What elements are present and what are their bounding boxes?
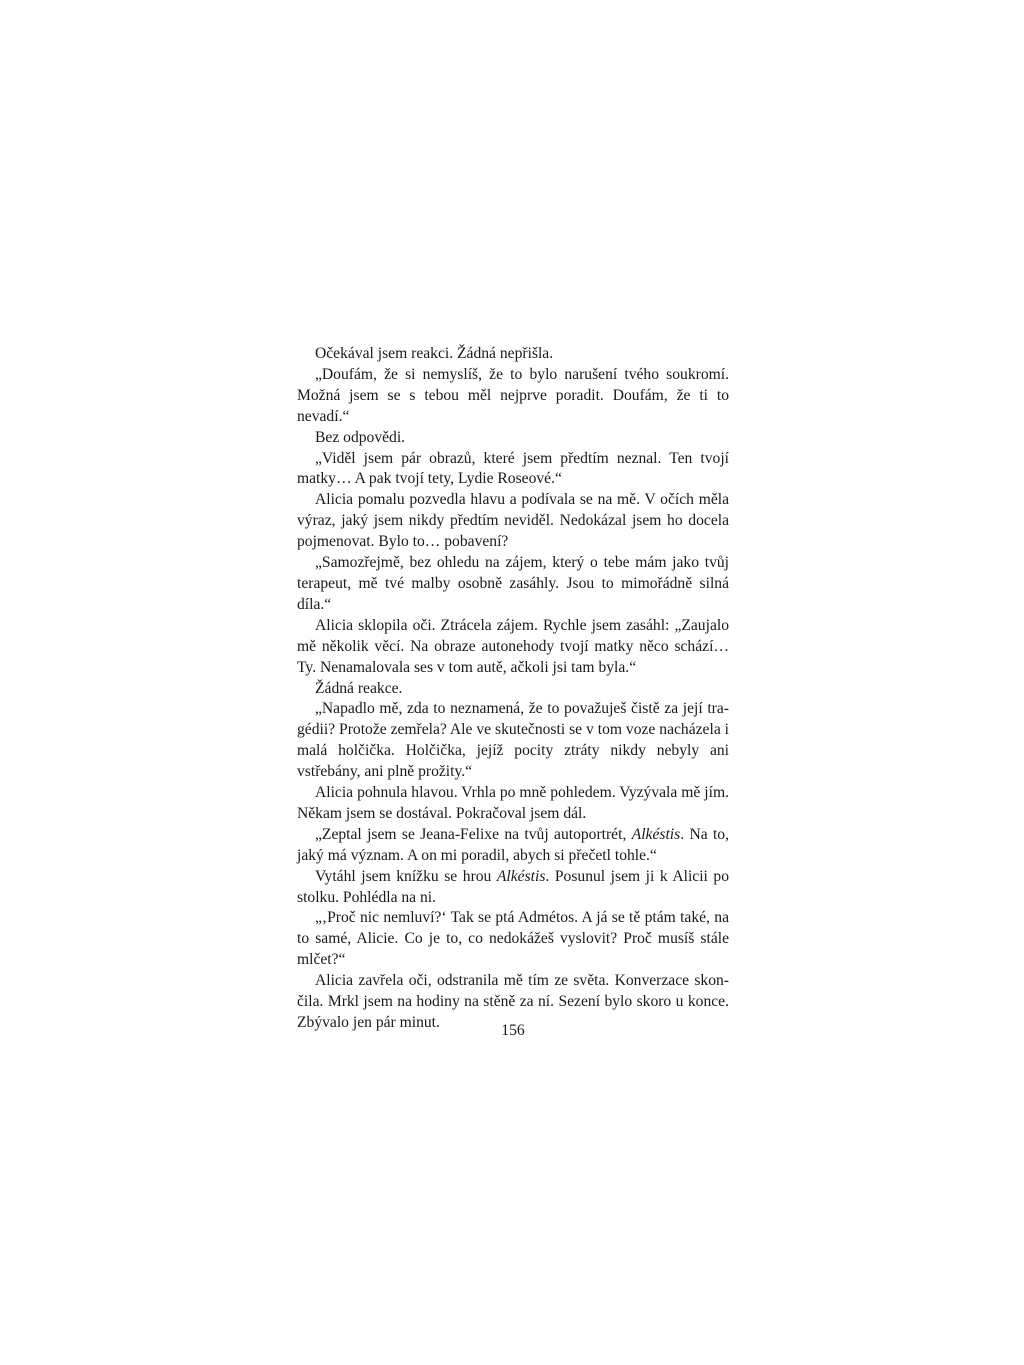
- paragraph: „Doufám, že si nemyslíš, že to bylo narušení tvého soukromí. Možná jsem se s tebou měl nejprve poradit. Doufám, že ti to nevadí.“: [297, 365, 729, 425]
- paragraph: „Viděl jsem pár obrazů, které jsem předtím neznal. Ten tvojí matky… A pak tvojí tety, Lydie Roseové.“: [297, 449, 729, 488]
- paragraph: Alicia pohnula hlavou. Vrhla po mně pohledem. Vyzývala mě jím. Někam jsem se dostával. Pokračoval jsem dál.: [297, 784, 729, 822]
- paragraph: „Zeptal jsem se Jeana-Felixe na tvůj autoportrét, Alkéstis. Na to, jaký má význam. A on mi poradil, abych si přečetl tohle.“: [297, 825, 729, 864]
- page-number: 156: [501, 1022, 525, 1039]
- paragraph: „Samozřejmě, bez ohledu na zájem, který o tebe mám jako tvůj terapeut, mě tvé malby osobně zasáhly. Jsou to mimořádně silná díla.“: [297, 554, 729, 613]
- paragraph: Žádná reakce.: [315, 679, 403, 697]
- paragraph: Vytáhl jsem knížku se hrou Alkéstis. Posunul jsem ji k Alicii po stolku. Pohlédla na ni.: [297, 867, 729, 906]
- paragraph: Očekával jsem reakci. Žádná nepřišla.: [315, 345, 554, 362]
- italic-title: Alkéstis: [631, 825, 681, 843]
- paragraph: Bez odpovědi.: [315, 428, 406, 446]
- paragraph: „‚Proč nic nemluví?‘ Tak se ptá Admétos. A já se tě ptám také, na to samé, Alicie. Co je to, co nedokážeš vyslovit? Proč musíš stále mlčet?“: [297, 909, 729, 969]
- italic-title: Alkéstis: [496, 867, 546, 885]
- paragraph: Alicia zavřela oči, odstranila mě tím ze světa. Konverzace skončila. Mrkl jsem na hodiny na stěně za ní. Sezení bylo skoro u konce. Zbývalo jen pár minut.: [297, 972, 729, 1031]
- paragraph: Alicia pomalu pozvedla hlavu a podívala se na mě. V očích měla výraz, jaký jsem nikdy předtím neviděl. Nedokázal jsem ho docela pojmenovat. Bylo to… pobavení?: [297, 491, 729, 551]
- paragraph: Alicia sklopila oči. Ztrácela zájem. Rychle jsem zasáhl: „Zaujalo mě několik věcí. Na obraze autonehody tvojí matky něco schází… Ty. Nenamalovala ses v tom autě, ačkoli jsi tam byla.“: [297, 616, 729, 676]
- paragraph: „Napadlo mě, zda to neznamená, že to považuješ čistě za její tragédii? Protože zemřela? Ale ve skutečnosti se v tom voze nacházela i malá holčička. Holčička, jejíž pocity ztráty nikdy nebyly ani vstřebány, ani plně prožity.“: [297, 700, 729, 781]
- body-text: [297, 344, 729, 1034]
